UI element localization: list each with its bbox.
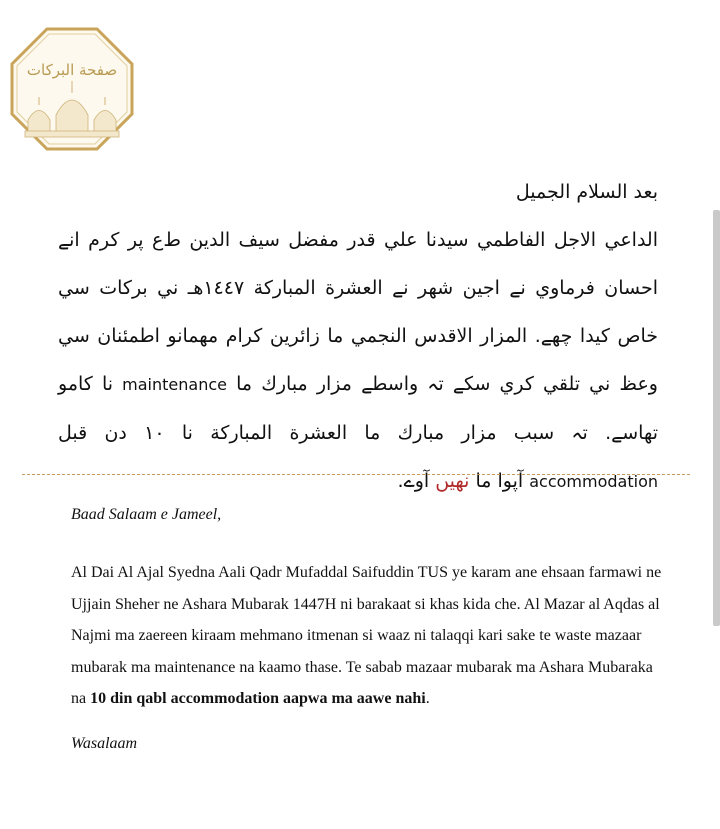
urdu-paragraph-part-2: نا كامو تھاسے. تہ سبب مزار مبارك ما العشرة المباركة نا ١٠ دن قبل: [58, 373, 659, 444]
logo-text: صفحة البركات: [26, 61, 118, 79]
english-greeting: Baad Salaam e Jameel,: [71, 506, 222, 523]
english-body-text: Al Dai Al Ajal Syedna Aali Qadr Mufaddal Saifuddin TUS ye karam ane ehsaan farmawi ne Ujjain Sheher ne Ashara Mubarak 1447H ni barakaat si khas kida che. Al Mazar al Aqdas al Najmi ma zaereen kiraam mehmano itmenan si waaz ni talaqqi kari sake te waste mazaar mubarak ma maintenance na kaamo thase. Te sabab mazaar mubarak ma Ashara Mubaraka na: [71, 564, 662, 707]
urdu-highlight-word: نهيں: [435, 470, 470, 492]
urdu-maintenance-word: maintenance: [122, 375, 227, 394]
english-bold-notice: 10 din qabl accommodation aapwa ma aawe nahi: [90, 690, 426, 707]
urdu-message: [58, 168, 658, 506]
scrollbar[interactable]: [713, 210, 720, 626]
section-divider: [22, 474, 690, 475]
urdu-paragraph-part-3: آپوا ما: [475, 470, 524, 492]
logo: [10, 27, 134, 151]
urdu-accommodation-word: accommodation: [529, 472, 658, 491]
urdu-salutation: بعد السلام الجميل: [515, 181, 658, 203]
urdu-paragraph-part-1: الداعي الاجل الفاطمي سيدنا علي قدر مفضل سيف الدين ط‌ع پر كرم انے احسان فرماوي نے اجين شهر نے العشرة المباركة ١٤٤٧هـ ني بركات سي خاص كيدا چھے. المزار الاقدس النجمي ما زائرين كرام مهمانو اطمئنان سي وعظ ني تلقي كري سكے تہ واسطے مزار مبارك ما: [58, 229, 658, 395]
english-body: [71, 557, 671, 715]
english-closing: Wasalaam: [71, 734, 138, 752]
english-body-end: .: [425, 690, 430, 707]
urdu-paragraph-part-4: آوے.: [397, 470, 430, 492]
logo-emblem-icon: [10, 27, 134, 151]
english-message: [71, 500, 671, 759]
